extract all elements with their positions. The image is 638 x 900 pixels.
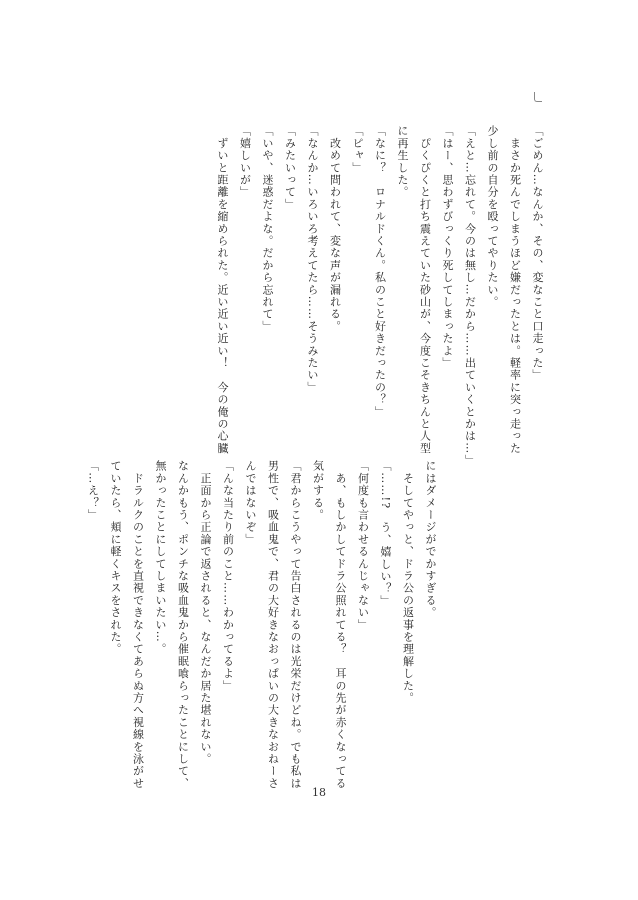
- top-column-line: 「なに？ ロナルドくん。私のこと好きだったの？」: [373, 125, 387, 418]
- bottom-column-line: なんかもう、ポンチな吸血鬼から催眠喰らったことにして、: [176, 460, 190, 790]
- top-column-line: 改めて問われて、変な声が漏れる。: [328, 125, 342, 333]
- top-column-line: ずいと距離を縮められた。近い近い近い！ 今の俺の心臓: [216, 125, 229, 455]
- top-column-line: に再生した。: [396, 125, 409, 199]
- top-column-line: 「はー、思わずびっくり死してしまったよ」: [441, 125, 454, 369]
- bottom-column-line: 「君からこうやって告白されるのは光栄だけどね。でも私は: [289, 460, 302, 790]
- bottom-column-line: にはダメージがでかすぎる。: [424, 460, 437, 619]
- bottom-column-line: そしてやっと、ドラ公の返事を理解した。: [401, 460, 415, 704]
- bottom-column-line: 気がする。: [311, 460, 325, 521]
- bottom-column-line: ていたら、頬に軽くキスをされた。: [109, 460, 122, 656]
- bottom-column-line: 「んな当たり前のこと……わかってるよ」: [221, 460, 235, 692]
- text-column-bottom: [81, 460, 441, 790]
- page-number: 18: [312, 786, 326, 799]
- top-column-line: 「いや、迷惑だよな。だから忘れて」: [261, 125, 274, 333]
- bottom-column-line: 正面から正論で返されると、なんだか居た堪れない。: [199, 460, 212, 765]
- bottom-column-line: 「…え？」: [86, 460, 100, 521]
- top-column-line: まさか死んでしまうほど嫌だったとは。軽率に突っ走った: [508, 125, 522, 455]
- top-column-line: 「ごめん…なんか、その、変なこと口走った」: [531, 125, 544, 382]
- top-column-line: 「なんか…いろいろ考えてたら……そうみたい」: [306, 125, 319, 394]
- top-column-line: ぴくぴくと打ち震えていた砂山が、今度こそきちんと人型: [418, 125, 432, 455]
- bottom-column-line: 「何度も言わせるんじゃない」: [356, 460, 370, 631]
- top-column-line: 「ピャ」: [351, 125, 364, 174]
- bottom-column-line: あ、もしかしてドラ公照れてる？ 耳の先が赤くなってる: [334, 460, 347, 790]
- bottom-column-line: 男性で、吸血鬼で、君の大好きなおっぱいの大きなおねーさ: [266, 460, 280, 790]
- top-column-line: 少し前の自分を殴ってやりたい。: [486, 125, 499, 308]
- bottom-column-line: ドラルクのことを直視できなくてあらぬ方へ視線を泳がせ: [131, 460, 145, 790]
- bottom-column-line: んではないぞ」: [244, 460, 257, 546]
- top-column-line: 「えと…忘れて。今のは無し…だから……出ていくとかは…」: [463, 125, 477, 467]
- bottom-column-line: 無かったことにしてしまいたい…。: [154, 460, 167, 656]
- text-column-top: [211, 125, 549, 467]
- corner-mark: [534, 92, 542, 102]
- top-column-line: 「みたいって」: [283, 125, 297, 211]
- bottom-column-line: 「……!? う、嬉しい？」: [379, 460, 392, 607]
- top-column-line: 「嬉しいが」: [238, 125, 252, 199]
